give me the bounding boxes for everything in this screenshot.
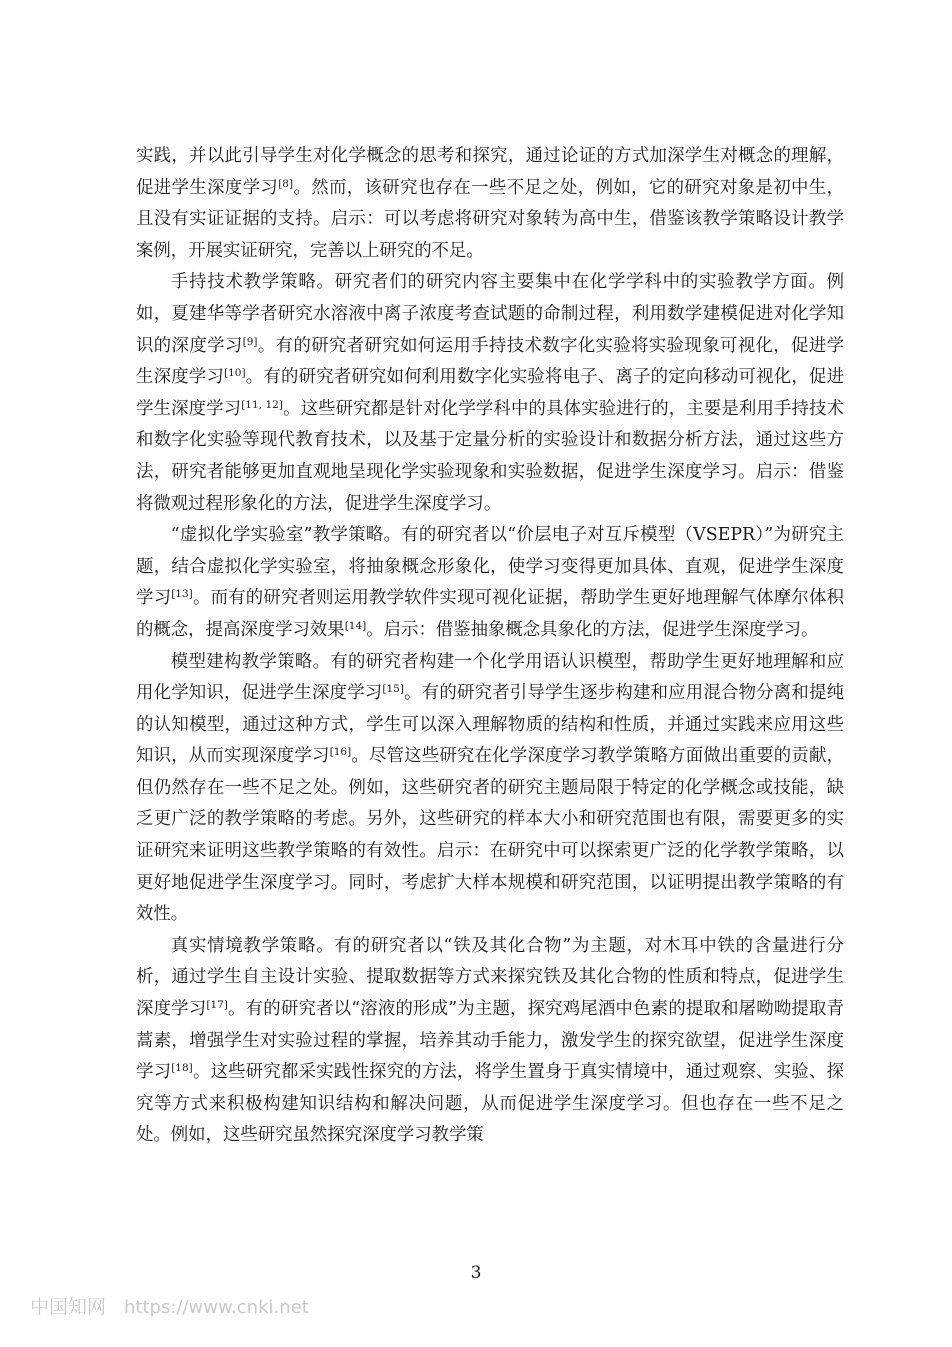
text-run: 实践，并以此引导学生对化学概念的思考和探究，通过论证的方式加深学生对概念的理解，促进学生深度学习	[136, 146, 844, 198]
citation-ref: [15]	[382, 683, 404, 696]
text-run: 真实情境教学策略。有的研究者以“铁及其化合物”为主题，对木耳中铁的含量进行分析，通过学生自主设计实验、提取数据等方式来探究铁及其化合物的性质和特点，促进学生深度学习	[136, 935, 844, 1020]
citation-ref: [8]	[278, 177, 294, 190]
text-run: “虚拟化学实验室”教学策略。有的研究者以“价层电子对互斥模型（VSEPR）”为研究主题，结合虚拟化学实验室，将抽象概念形象化，使学习变得更加具体、直观，促进学生深度学习	[136, 525, 844, 609]
citation-ref: [13]	[171, 588, 193, 601]
citation-ref: [18]	[171, 1062, 193, 1075]
text-run: 。然而，该研究也存在一些不足之处，例如，它的研究对象是初中生，且没有实证证据的支持。启示：可以考虑将研究对象转为高中生，借鉴该教学策略设计教学案例，开展实证研究，完善以上研究的不足。	[136, 177, 844, 261]
text-run: 。有的研究者引导学生逐步构建和应用混合物分离和提纯的认知模型，通过这种方式，学生可以深入理解物质的结构和性质，并通过实践来应用这些知识，从而实现深度学习	[136, 683, 844, 767]
body-text	[136, 141, 844, 1152]
watermark-brand: 中国知网	[30, 1296, 107, 1318]
paragraph-1	[136, 141, 844, 267]
cnki-watermark	[30, 1292, 309, 1319]
paragraph-3	[136, 520, 844, 646]
citation-ref: [9]	[242, 335, 258, 348]
paragraph-4	[136, 647, 844, 931]
citation-ref: [11, 12]	[241, 398, 283, 411]
text-run: 。尽管这些研究在化学深度学习教学策略方面做出重要的贡献，但仍然存在一些不足之处。例如，这些研究者的研究主题局限于特定的化学概念或技能，缺乏更广泛的教学策略的考虑。另外，这些研究的样本大小和研究范围也有限，需要更多的实证研究来证明这些教学策略的有效性。启示：在研究中可以探索更广泛的化学教学策略，以更好地促进学生深度学习。同时，考虑扩大样本规模和研究范围，以证明提出教学策略的有效性。	[136, 746, 844, 925]
text-run: 模型建构教学策略。有的研究者构建一个化学用语认识模型，帮助学生更好地理解和应用化学知识，促进学生深度学习	[136, 651, 844, 704]
text-run: 。有的研究者研究如何运用手持技术数字化实验将实验现象可视化，促进学生深度学习	[136, 335, 844, 388]
citation-ref: [10]	[224, 367, 246, 380]
citation-ref: [14]	[344, 620, 367, 633]
text-run: 。这些研究都采实践性探究的方法，将学生置身于真实情境中，通过观察、实验、探究等方式来积极构建知识结构和解决问题，从而促进学生深度学习。但也存在一些不足之处。例如，这些研究虽然探究深度学习教学策	[136, 1062, 844, 1146]
citation-ref: [16]	[329, 746, 352, 759]
citation-ref: [17]	[206, 999, 228, 1012]
watermark-url: https://www.cnki.net	[124, 1297, 309, 1318]
text-run: 。启示：借鉴抽象概念具象化的方法，促进学生深度学习。	[366, 619, 819, 640]
text-run: 。这些研究都是针对化学学科中的具体实验进行的，主要是利用手持技术和数字化实验等现代教育技术，以及基于定量分析的实验设计和数据分析方法，通过这些方法，研究者能够更加直观地呈现化学实验现象和实验数据，促进学生深度学习。启示：借鉴将微观过程形象化的方法，促进学生深度学习。	[136, 398, 844, 514]
paragraph-2	[136, 267, 844, 520]
text-run: 。有的研究者研究如何利用数字化实验将电子、离子的定向移动可视化，促进学生深度学习	[136, 367, 844, 419]
text-run: 手持技术教学策略。研究者们的研究内容主要集中在化学学科中的实验教学方面。例如，夏建华等学者研究水溶液中离子浓度考查试题的命制过程，利用数学建模促进对化学知识的深度学习	[136, 272, 844, 356]
text-run: 。而有的研究者则运用教学软件实现可视化证据，帮助学生更好地理解气体摩尔体积的概念，提高深度学习效果	[136, 588, 844, 640]
paragraph-5	[136, 931, 844, 1152]
page-number: 3	[470, 1263, 482, 1283]
text-run: 。有的研究者以“溶液的形成”为主题，探究鸡尾酒中色素的提取和屠呦呦提取青蒿素，增强学生对实验过程的掌握，培养其动手能力，激发学生的探究欲望，促进学生深度学习	[136, 999, 844, 1083]
